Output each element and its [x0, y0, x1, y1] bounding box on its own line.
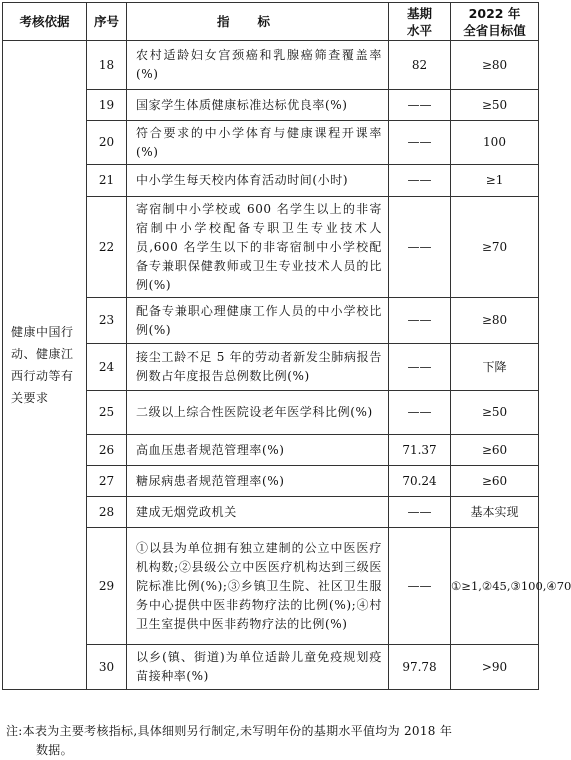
- indicator-text: 接尘工龄不足 5 年的劳动者新发尘肺病报告例数占年度报告总例数比例(%): [127, 344, 389, 391]
- table-footnote: [6, 722, 534, 760]
- baseline-value: ——: [389, 165, 451, 197]
- row-number: 18: [87, 41, 127, 90]
- indicator-text: 二级以上综合性医院设老年医学科比例(%): [127, 391, 389, 435]
- baseline-value: ——: [389, 528, 451, 645]
- target-value: ①≥1,②45,③100,④70: [451, 528, 539, 645]
- target-value: ≥1: [451, 165, 539, 197]
- indicator-text: 农村适龄妇女宫颈癌和乳腺癌筛查覆盖率(%): [127, 41, 389, 90]
- basis-cell: 健康中国行动、健康江西行动等有关要求: [3, 41, 87, 690]
- row-number: 20: [87, 121, 127, 165]
- baseline-value: ——: [389, 121, 451, 165]
- baseline-value: ——: [389, 344, 451, 391]
- indicator-text: 中小学生每天校内体育活动时间(小时): [127, 165, 389, 197]
- indicator-text: 建成无烟党政机关: [127, 497, 389, 528]
- target-value: ≥80: [451, 298, 539, 344]
- target-value: >90: [451, 645, 539, 690]
- header-indicator: 指标: [127, 3, 389, 41]
- baseline-value: 82: [389, 41, 451, 90]
- row-number: 21: [87, 165, 127, 197]
- indicator-text: 符合要求的中小学体育与健康课程开课率(%): [127, 121, 389, 165]
- footnote-continuation: 数据。: [36, 743, 73, 757]
- target-value: ≥80: [451, 41, 539, 90]
- row-number: 25: [87, 391, 127, 435]
- row-number: 23: [87, 298, 127, 344]
- target-value: ≥60: [451, 435, 539, 466]
- baseline-value: ——: [389, 497, 451, 528]
- indicator-text: ①以县为单位拥有独立建制的公立中医医疗机构数;②县级公立中医医疗机构达到三级医院标准比例(%);③乡镇卫生院、社区卫生服务中心提供中医非药物疗法的比例(%);④村卫生室提供中医非药物疗法的比例(%): [127, 528, 389, 645]
- header-no: 序号: [87, 3, 127, 41]
- baseline-value: ——: [389, 298, 451, 344]
- baseline-value: 70.24: [389, 466, 451, 497]
- row-number: 26: [87, 435, 127, 466]
- indicator-text: 寄宿制中小学校或 600 名学生以上的非寄宿制中小学校配备专职卫生专业技术人员,600 名学生以下的非寄宿制中小学校配备专兼职保健教师或卫生专业技术人员的比例(%): [127, 197, 389, 298]
- table-header-row: [3, 3, 539, 41]
- row-number: 24: [87, 344, 127, 391]
- indicator-text: 高血压患者规范管理率(%): [127, 435, 389, 466]
- baseline-value: 71.37: [389, 435, 451, 466]
- row-number: 22: [87, 197, 127, 298]
- target-value: ≥70: [451, 197, 539, 298]
- indicator-table: [2, 2, 571, 690]
- table-row: [3, 41, 539, 90]
- indicator-text: 以乡(镇、街道)为单位适龄儿童免疫规划疫苗接种率(%): [127, 645, 389, 690]
- row-number: 28: [87, 497, 127, 528]
- row-number: 27: [87, 466, 127, 497]
- target-value: 100: [451, 121, 539, 165]
- target-value: ≥50: [451, 391, 539, 435]
- target-value: 下降: [451, 344, 539, 391]
- baseline-value: ——: [389, 90, 451, 121]
- indicator-text: 配备专兼职心理健康工作人员的中小学校比例(%): [127, 298, 389, 344]
- baseline-value: ——: [389, 197, 451, 298]
- indicator-text: 糖尿病患者规范管理率(%): [127, 466, 389, 497]
- target-value: 基本实现: [451, 497, 539, 528]
- row-number: 19: [87, 90, 127, 121]
- header-basis: 考核依据: [3, 3, 87, 41]
- row-number: 30: [87, 645, 127, 690]
- baseline-value: ——: [389, 391, 451, 435]
- target-value: ≥60: [451, 466, 539, 497]
- row-number: 29: [87, 528, 127, 645]
- indicator-text: 国家学生体质健康标准达标优良率(%): [127, 90, 389, 121]
- target-value: ≥50: [451, 90, 539, 121]
- header-baseline: 基期 水平: [389, 3, 451, 41]
- baseline-value: 97.78: [389, 645, 451, 690]
- footnote-line: 注:本表为主要考核指标,具体细则另行制定,未写明年份的基期水平值均为 2018 年: [6, 724, 453, 738]
- header-target: 2022 年 全省目标值: [451, 3, 539, 41]
